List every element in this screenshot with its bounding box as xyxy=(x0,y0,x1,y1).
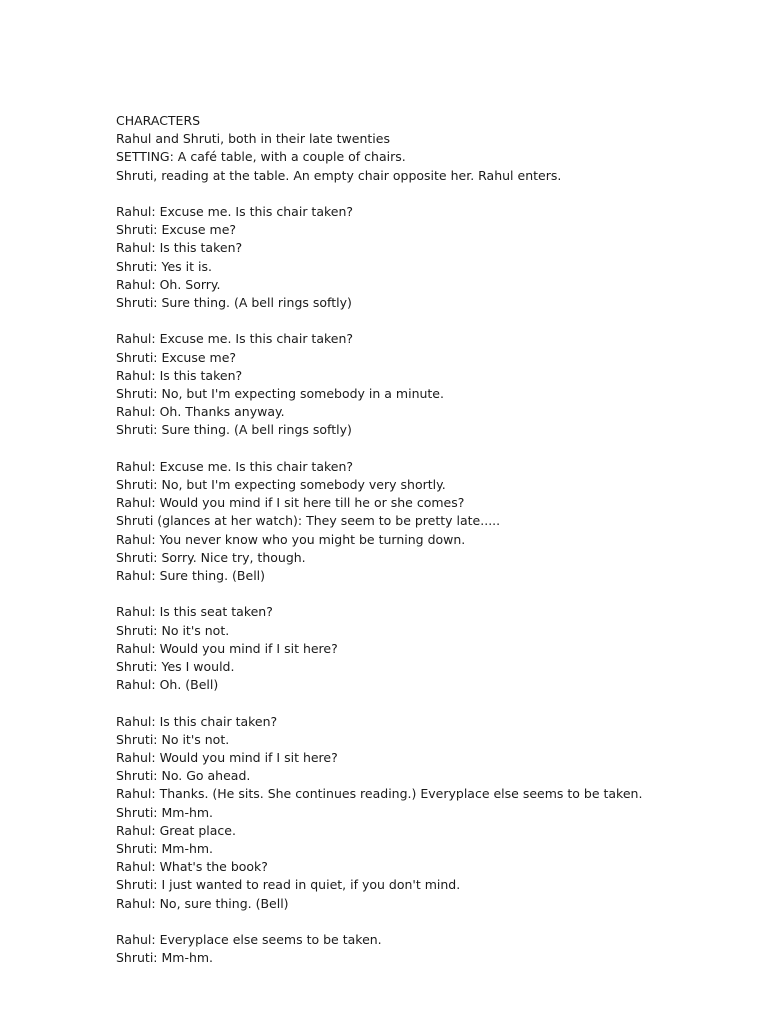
dialogue-line: Rahul: Excuse me. Is this chair taken? xyxy=(116,204,354,219)
dialogue-line: Shruti: Sure thing. (A bell rings softly) xyxy=(116,295,352,311)
stage-direction: Shruti, reading at the table. An empty chair opposite her. Rahul enters. xyxy=(116,167,562,183)
dialogue-line: Shruti: No it's not. xyxy=(116,622,230,638)
dialogue-line: Rahul: Would you mind if I sit here? xyxy=(116,750,338,766)
dialogue-line: Shruti: No it's not. xyxy=(116,731,230,747)
dialogue-line: Shruti: Sure thing. (A bell rings softly) xyxy=(116,422,352,438)
script-text xyxy=(116,112,656,967)
setting-line: SETTING: A café table, with a couple of chairs. xyxy=(116,149,406,165)
dialogue-line: Shruti: No, but I'm expecting somebody in a minute. xyxy=(116,386,444,402)
scene-1 xyxy=(116,203,656,312)
scene-3 xyxy=(116,458,656,585)
dialogue-line: Rahul: No, sure thing. (Bell) xyxy=(116,895,289,911)
dialogue-line: Shruti: Yes I would. xyxy=(116,659,235,675)
dialogue-line: Rahul: You never know who you might be turning down. xyxy=(116,531,466,547)
dialogue-line: Shruti: Sorry. Nice try, though. xyxy=(116,549,306,565)
dialogue-line: Shruti: Excuse me? xyxy=(116,222,237,238)
characters-description: Rahul and Shruti, both in their late twenties xyxy=(116,131,390,147)
dialogue-line: Shruti: Excuse me? xyxy=(116,349,237,365)
dialogue-line: Rahul: Everyplace else seems to be taken. xyxy=(116,932,382,948)
dialogue-line: Shruti: Mm-hm. xyxy=(116,950,214,966)
dialogue-line: Rahul: Oh. Sorry. xyxy=(116,276,221,292)
dialogue-line: Rahul: Is this taken? xyxy=(116,240,243,256)
dialogue-line: Rahul: Would you mind if I sit here? xyxy=(116,640,338,656)
dialogue-line: Rahul: Oh. (Bell) xyxy=(116,677,219,693)
dialogue-line: Shruti (glances at her watch): They seem to be pretty late..... xyxy=(116,513,501,529)
dialogue-line: Shruti: Yes it is. xyxy=(116,258,212,274)
scene-4 xyxy=(116,603,656,694)
dialogue-line: Shruti: Mm-hm. xyxy=(116,804,214,820)
dialogue-line: Shruti: I just wanted to read in quiet, if you don't mind. xyxy=(116,877,461,893)
characters-heading: CHARACTERS xyxy=(116,113,201,128)
characters-block xyxy=(116,112,656,185)
dialogue-line: Rahul: Thanks. (He sits. She continues reading.) Everyplace else seems to be taken. xyxy=(116,786,643,802)
dialogue-line: Rahul: Is this chair taken? xyxy=(116,713,278,729)
dialogue-line: Rahul: Would you mind if I sit here till he or she comes? xyxy=(116,495,465,511)
dialogue-line: Rahul: What's the book? xyxy=(116,859,268,875)
dialogue-line: Shruti: Mm-hm. xyxy=(116,841,214,857)
dialogue-line: Rahul: Excuse me. Is this chair taken? xyxy=(116,458,354,474)
dialogue-line: Shruti: No, but I'm expecting somebody very shortly. xyxy=(116,477,446,493)
dialogue-line: Shruti: No. Go ahead. xyxy=(116,768,251,784)
dialogue-line: Rahul: Excuse me. Is this chair taken? xyxy=(116,331,354,347)
dialogue-line: Rahul: Sure thing. (Bell) xyxy=(116,568,266,584)
scene-2 xyxy=(116,330,656,439)
dialogue-line: Rahul: Oh. Thanks anyway. xyxy=(116,404,285,420)
scene-5 xyxy=(116,713,656,913)
dialogue-line: Rahul: Is this taken? xyxy=(116,367,243,383)
dialogue-line: Rahul: Is this seat taken? xyxy=(116,604,273,620)
scene-6 xyxy=(116,931,656,967)
dialogue-line: Rahul: Great place. xyxy=(116,822,236,838)
